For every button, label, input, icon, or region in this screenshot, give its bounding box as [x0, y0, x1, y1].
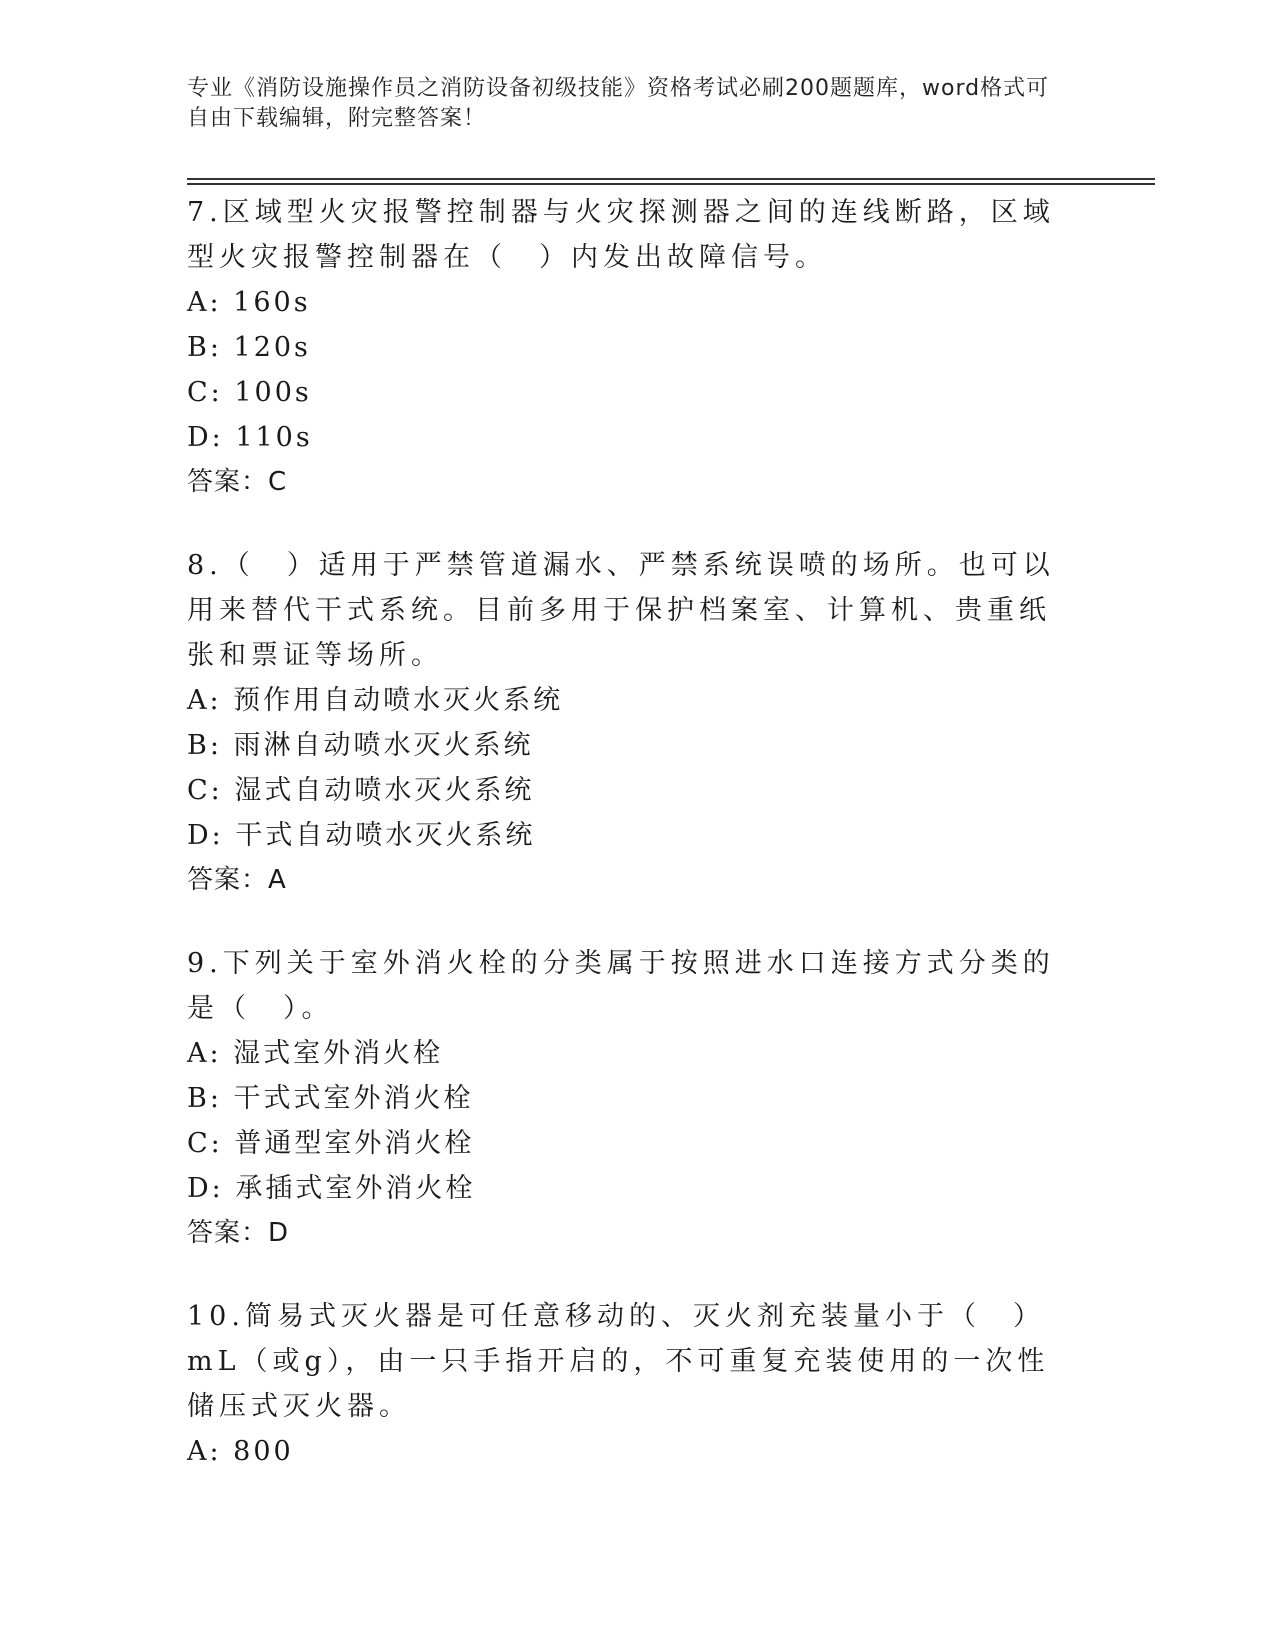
document-header: 专业《消防设施操作员之消防设备初级技能》资格考试必刷200题题库，word格式可自由下载编辑，附完整答案！ — [187, 76, 1050, 131]
question-10 — [187, 1294, 1067, 1474]
question-stem: 9.下列关于室外消火栓的分类属于按照进水口连接方式分类的是（ ）。 — [187, 948, 1055, 1024]
question-stem: 7.区域型火灾报警控制器与火灾探测器之间的连线断路，区域型火灾报警控制器在（ ）内发出故障信号。 — [187, 197, 1055, 273]
answer-label: 答案：D — [187, 1218, 290, 1248]
option-d: D: 干式自动喷水灭火系统 — [187, 820, 536, 851]
option-a: A: 预作用自动喷水灭火系统 — [187, 685, 564, 716]
question-8 — [187, 543, 1067, 903]
option-c: C: 100s — [187, 377, 312, 408]
option-c: C: 湿式自动喷水灭火系统 — [187, 775, 535, 806]
option-a: A: 160s — [187, 287, 311, 318]
question-stem: 8.（ ）适用于严禁管道漏水、严禁系统误喷的场所。也可以用来替代干式系统。目前多用于保护档案室、计算机、贵重纸张和票证等场所。 — [187, 550, 1055, 671]
option-a: A: 800 — [187, 1436, 294, 1467]
option-b: B: 120s — [187, 332, 311, 363]
question-list — [187, 190, 1067, 1512]
option-b: B: 雨淋自动喷水灭火系统 — [187, 730, 534, 761]
answer-label: 答案：C — [187, 467, 288, 497]
question-9 — [187, 941, 1067, 1256]
option-d: D: 承插式室外消火栓 — [187, 1173, 476, 1204]
option-b: B: 干式式室外消火栓 — [187, 1083, 474, 1114]
header-divider-top — [187, 178, 1155, 180]
option-d: D: 110s — [187, 422, 313, 453]
header-divider-bottom — [187, 183, 1155, 185]
option-c: C: 普通型室外消火栓 — [187, 1128, 475, 1159]
question-7 — [187, 190, 1067, 505]
answer-label: 答案：A — [187, 865, 287, 895]
question-stem: 10.简易式灭火器是可任意移动的、灭火剂充装量小于（ ）mL（或g），由一只手指开启的，不可重复充装使用的一次性储压式灭火器。 — [187, 1301, 1050, 1422]
option-a: A: 湿式室外消火栓 — [187, 1038, 444, 1069]
